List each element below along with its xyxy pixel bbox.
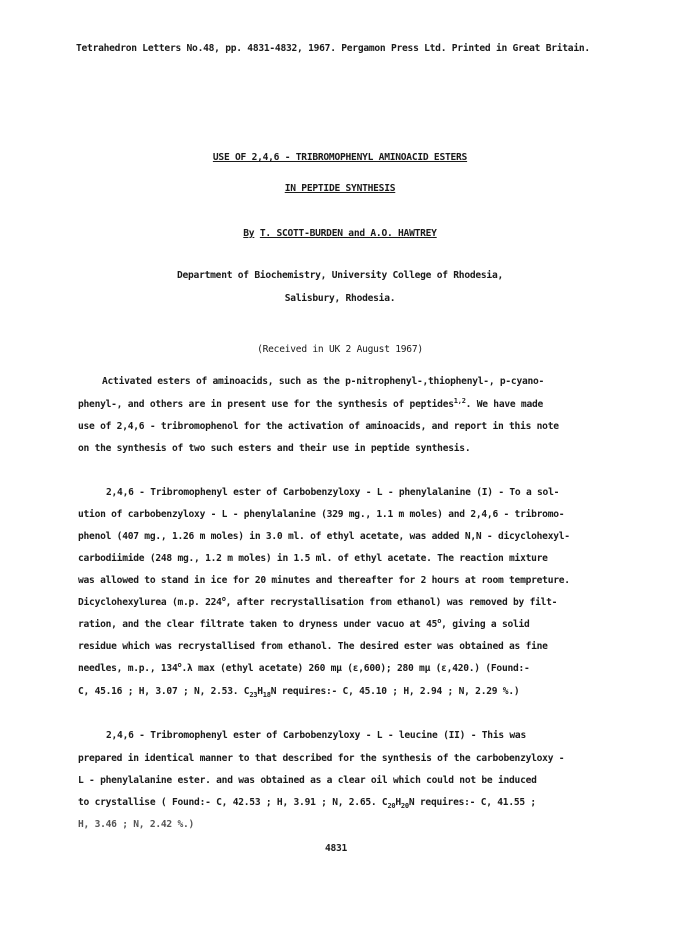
article-title-line-2: IN PEPTIDE SYNTHESIS xyxy=(284,183,396,194)
section1-line-1: 2,4,6 - Tribromophenyl ester of Carbobenzyloxy - L - phenylalanine (I) - To a sol- xyxy=(106,487,560,498)
section2-line-5: H, 3.46 ; N, 2.42 %.) xyxy=(78,819,195,830)
authors: T. SCOTT-BURDEN and A.O. HAWTREY xyxy=(259,228,437,239)
section1-line-2: ution of carbobenzyloxy - L - phenylalanine (329 mg., 1.1 m moles) and 2,4,6 - tribromo- xyxy=(78,509,565,520)
intro-line-3: use of 2,4,6 - tribromophenol for the activation of aminoacids, and report in this note xyxy=(78,421,559,432)
article-title-line-1: USE OF 2,4,6 - TRIBROMOPHENYL AMINOACID ESTERS xyxy=(212,152,468,163)
section2-line-2: prepared in identical manner to that described for the synthesis of the carbobenzyloxy - xyxy=(78,753,565,764)
received-date: (Received in UK 2 August 1967) xyxy=(257,344,423,355)
affiliation-line-1: Department of Biochemistry, University College of Rhodesia, xyxy=(176,270,504,281)
affiliation-line-2: Salisbury, Rhodesia. xyxy=(284,293,396,304)
section2-line-1: 2,4,6 - Tribromophenyl ester of Carbobenzyloxy - L - leucine (II) - This was xyxy=(106,730,526,741)
section1-line-7: ration, and the clear filtrate taken to dryness under vacuo at 45$^o$, giving a solid xyxy=(78,616,530,630)
section1-line-9: needles, m.p., 134$^o$.λ max (ethyl acetate) 260 mμ (ε,600); 280 mμ (ε,420.) (Found:- xyxy=(78,660,530,674)
section1-line-5: was allowed to stand in ice for 20 minutes and thereafter for 2 hours at room tempreture. xyxy=(78,575,570,586)
section1-line-6: Dicyclohexylurea (m.p. 224$^o$, after recrystallisation from ethanol) was removed by filt- xyxy=(78,594,558,608)
authors-prefix: By xyxy=(243,228,255,239)
intro-line-2: phenyl-, and others are in present use for the synthesis of peptides$^{1,2}$. We have made xyxy=(78,396,544,410)
section1-line-3: phenol (407 mg., 1.26 m moles) in 3.0 ml. of ethyl acetate, was added N,N - dicyclohexyl- xyxy=(78,531,570,542)
section2-line-4: to crystallise ( Found:- C, 42.53 ; H, 3.91 ; N, 2.65. $C_{20}H_{20}N$ requires:- C, 41.55 ; xyxy=(78,797,536,810)
authors-line xyxy=(0,228,680,239)
page-number: 4831 xyxy=(324,843,348,854)
journal-header: Tetrahedron Letters No.48, pp. 4831-4832, 1967. Pergamon Press Ltd. Printed in Great Britain. xyxy=(76,43,590,54)
section1-line-10: C, 45.16 ; H, 3.07 ; N, 2.53. $C_{23}H_{18}N$ requires:- C, 45.10 ; H, 2.94 ; N, 2.29 %.) xyxy=(78,686,520,699)
section1-line-4: carbodiimide (248 mg., 1.2 m moles) in 1.5 ml. of ethyl acetate. The reaction mixture xyxy=(78,553,548,564)
intro-line-4: on the synthesis of two such esters and their use in peptide synthesis. xyxy=(78,443,471,454)
section1-line-8: residue which was recrystallised from ethanol. The desired ester was obtained as fine xyxy=(78,641,548,652)
section2-line-3: L - phenylalanine ester. and was obtained as a clear oil which could not be induced xyxy=(78,775,537,786)
intro-line-1: Activated esters of aminoacids, such as the p-nitrophenyl-,thiophenyl-, p-cyano- xyxy=(102,376,545,387)
